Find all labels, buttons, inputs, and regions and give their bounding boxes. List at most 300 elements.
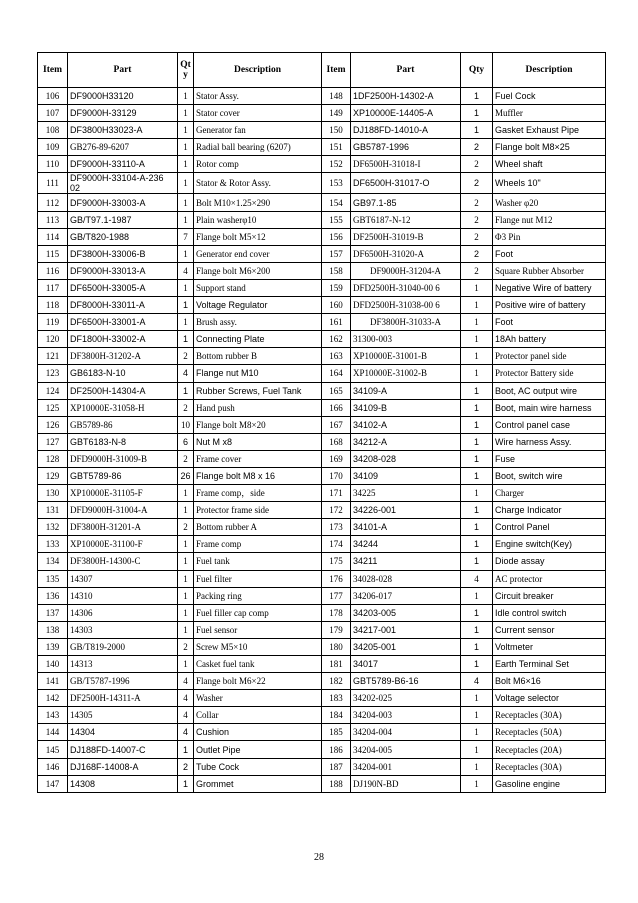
qty-cell: 1: [178, 604, 194, 621]
item-cell: 115: [38, 245, 68, 262]
item-cell: 133: [38, 536, 68, 553]
description-cell: Earth Terminal Set: [493, 656, 606, 673]
table-row: [38, 348, 606, 365]
qty-cell: 1: [461, 88, 493, 105]
part-cell: 34205-001: [351, 638, 461, 655]
table-row: [38, 587, 606, 604]
qty-cell: 2: [178, 758, 194, 775]
description-cell: Generator end cover: [194, 245, 322, 262]
qty-cell: 1: [178, 88, 194, 105]
item-cell: 158: [322, 262, 351, 279]
part-cell: GB/T5787-1996: [68, 673, 178, 690]
description-cell: Frame comp，side: [194, 485, 322, 502]
qty-cell: 1: [461, 656, 493, 673]
description-cell: Receptacles (30A): [493, 707, 606, 724]
item-cell: 141: [38, 673, 68, 690]
part-cell: 31300-003: [351, 331, 461, 348]
qty-cell: 1: [178, 775, 194, 792]
qty-cell: 2: [178, 450, 194, 467]
table-row: [38, 211, 606, 228]
description-cell: Outlet Pipe: [194, 741, 322, 758]
item-cell: 155: [322, 211, 351, 228]
qty-cell: 10: [178, 416, 194, 433]
part-cell: 34109: [351, 467, 461, 484]
part-cell: DF3800H-31201-A: [68, 519, 178, 536]
qty-cell: 2: [461, 211, 493, 228]
part-cell: DF2500H-14304-A: [68, 382, 178, 399]
item-cell: 128: [38, 450, 68, 467]
description-cell: Flange bolt M8×25: [493, 139, 606, 156]
table-row: [38, 673, 606, 690]
description-cell: Flange bolt M8×20: [194, 416, 322, 433]
description-cell: Fuel sensor: [194, 621, 322, 638]
table-row: [38, 297, 606, 314]
item-cell: 112: [38, 194, 68, 211]
part-cell: GBT5789-86: [68, 467, 178, 484]
part-cell: DJ190N-BD: [351, 775, 461, 792]
description-cell: Bottom rubber A: [194, 519, 322, 536]
table-row: [38, 758, 606, 775]
item-cell: 117: [38, 279, 68, 296]
qty-cell: 4: [461, 570, 493, 587]
part-cell: XP10000E-31100-F: [68, 536, 178, 553]
table-row: [38, 365, 606, 382]
item-cell: 167: [322, 416, 351, 433]
part-cell: DF3800H33023-A: [68, 122, 178, 139]
description-cell: Control Panel: [493, 519, 606, 536]
part-cell: 34204-001: [351, 758, 461, 775]
item-cell: 145: [38, 741, 68, 758]
description-cell: Fuel tank: [194, 553, 322, 570]
part-cell: 34202-025: [351, 690, 461, 707]
part-cell: GB5789-86: [68, 416, 178, 433]
part-cell: GB/T97.1-1987: [68, 211, 178, 228]
qty-cell: 1: [461, 331, 493, 348]
part-cell: DF6500H-31018-I: [351, 156, 461, 173]
description-cell: Idle control switch: [493, 604, 606, 621]
table-row: [38, 416, 606, 433]
qty-cell: 1: [178, 139, 194, 156]
part-cell: 14313: [68, 656, 178, 673]
description-cell: Flange bolt M6×22: [194, 673, 322, 690]
item-cell: 164: [322, 365, 351, 382]
item-cell: 143: [38, 707, 68, 724]
item-cell: 108: [38, 122, 68, 139]
item-cell: 110: [38, 156, 68, 173]
description-cell: Frame cover: [194, 450, 322, 467]
qty-cell: 1: [461, 105, 493, 122]
item-cell: 179: [322, 621, 351, 638]
description-cell: Voltmeter: [493, 638, 606, 655]
description-cell: Receptacles (20A): [493, 741, 606, 758]
header-description: Description: [493, 53, 606, 88]
qty-cell: 1: [178, 741, 194, 758]
description-cell: Φ3 Pin: [493, 228, 606, 245]
item-cell: 113: [38, 211, 68, 228]
qty-cell: 1: [461, 467, 493, 484]
qty-cell: 2: [178, 348, 194, 365]
header-description: Description: [194, 53, 322, 88]
part-cell: 34203-005: [351, 604, 461, 621]
part-cell: 34017: [351, 656, 461, 673]
qty-cell: 1: [178, 570, 194, 587]
qty-cell: 1: [461, 621, 493, 638]
item-cell: 181: [322, 656, 351, 673]
item-cell: 185: [322, 724, 351, 741]
qty-cell: 4: [178, 724, 194, 741]
qty-cell: 1: [461, 416, 493, 433]
qty-cell: 1: [461, 365, 493, 382]
item-cell: 157: [322, 245, 351, 262]
part-cell: 1DF2500H-14302-A: [351, 88, 461, 105]
table-row: [38, 467, 606, 484]
description-cell: Positive wire of battery: [493, 297, 606, 314]
qty-cell: 1: [461, 399, 493, 416]
description-cell: Protector Battery side: [493, 365, 606, 382]
item-cell: 135: [38, 570, 68, 587]
part-cell: 14305: [68, 707, 178, 724]
description-cell: Stator Assy.: [194, 88, 322, 105]
qty-cell: 1: [461, 314, 493, 331]
qty-cell: 1: [461, 519, 493, 536]
part-cell: 14308: [68, 775, 178, 792]
table-row: [38, 156, 606, 173]
table-row: [38, 228, 606, 245]
item-cell: 161: [322, 314, 351, 331]
qty-cell: 1: [461, 279, 493, 296]
item-cell: 124: [38, 382, 68, 399]
item-cell: 137: [38, 604, 68, 621]
part-cell: DF3800H-31033-A: [351, 314, 461, 331]
part-cell: GBT5789-B6-16: [351, 673, 461, 690]
item-cell: 121: [38, 348, 68, 365]
item-cell: 146: [38, 758, 68, 775]
part-cell: DF9000H-33129: [68, 105, 178, 122]
description-cell: Receptacles (30A): [493, 758, 606, 775]
item-cell: 171: [322, 485, 351, 502]
qty-cell: 1: [461, 604, 493, 621]
item-cell: 142: [38, 690, 68, 707]
description-cell: Flange bolt M8 x 16: [194, 467, 322, 484]
qty-cell: 7: [178, 228, 194, 245]
description-cell: Foot: [493, 245, 606, 262]
table-row: [38, 262, 606, 279]
table-row: [38, 707, 606, 724]
description-cell: Engine switch(Key): [493, 536, 606, 553]
part-cell: DF8000H-33011-A: [68, 297, 178, 314]
qty-cell: 1: [178, 211, 194, 228]
item-cell: 173: [322, 519, 351, 536]
description-cell: AC protector: [493, 570, 606, 587]
description-cell: Control panel case: [493, 416, 606, 433]
item-cell: 134: [38, 553, 68, 570]
qty-cell: 1: [178, 485, 194, 502]
header-item: Item: [38, 53, 68, 88]
qty-cell: 1: [461, 690, 493, 707]
table-row: [38, 88, 606, 105]
part-cell: XP10000E-31058-H: [68, 399, 178, 416]
header-qty: Qty: [178, 53, 194, 88]
table-row: [38, 450, 606, 467]
qty-cell: 1: [461, 741, 493, 758]
item-cell: 111: [38, 173, 68, 194]
qty-cell: 1: [178, 656, 194, 673]
description-cell: Flange nut M10: [194, 365, 322, 382]
item-cell: 176: [322, 570, 351, 587]
description-cell: Generator fan: [194, 122, 322, 139]
part-cell: 34101-A: [351, 519, 461, 536]
qty-cell: 1: [178, 621, 194, 638]
table-row: [38, 638, 606, 655]
item-cell: 178: [322, 604, 351, 621]
description-cell: Brush assy.: [194, 314, 322, 331]
table-row: [38, 245, 606, 262]
part-cell: DF6500H-33005-A: [68, 279, 178, 296]
table-row: [38, 173, 606, 194]
description-cell: Wheel shaft: [493, 156, 606, 173]
item-cell: 172: [322, 502, 351, 519]
description-cell: Current sensor: [493, 621, 606, 638]
item-cell: 187: [322, 758, 351, 775]
item-cell: 162: [322, 331, 351, 348]
description-cell: Hand push: [194, 399, 322, 416]
part-cell: XP10000E-14405-A: [351, 105, 461, 122]
description-cell: Receptacles (50A): [493, 724, 606, 741]
description-cell: Boot, main wire harness: [493, 399, 606, 416]
part-cell: 14303: [68, 621, 178, 638]
qty-cell: 2: [461, 245, 493, 262]
description-cell: Fuel filler cap comp: [194, 604, 322, 621]
item-cell: 151: [322, 139, 351, 156]
table-row: [38, 553, 606, 570]
qty-cell: 2: [178, 638, 194, 655]
item-cell: 184: [322, 707, 351, 724]
table-row: [38, 519, 606, 536]
part-cell: 14306: [68, 604, 178, 621]
description-cell: Cushion: [194, 724, 322, 741]
description-cell: Wheels 10": [493, 173, 606, 194]
part-cell: GB/T819-2000: [68, 638, 178, 655]
item-cell: 147: [38, 775, 68, 792]
part-cell: 34109-B: [351, 399, 461, 416]
item-cell: 109: [38, 139, 68, 156]
item-cell: 180: [322, 638, 351, 655]
table-body: [38, 88, 606, 793]
item-cell: 130: [38, 485, 68, 502]
part-cell: DF6500H-31020-A: [351, 245, 461, 262]
qty-cell: 1: [178, 382, 194, 399]
qty-cell: 1: [461, 348, 493, 365]
table-row: [38, 314, 606, 331]
table-row: [38, 724, 606, 741]
description-cell: Circuit breaker: [493, 587, 606, 604]
item-cell: 159: [322, 279, 351, 296]
part-cell: DF2500H-14311-A: [68, 690, 178, 707]
qty-cell: 4: [178, 707, 194, 724]
qty-cell: 4: [178, 262, 194, 279]
item-cell: 127: [38, 433, 68, 450]
part-cell: DF9000H-33110-A: [68, 156, 178, 173]
qty-cell: 1: [178, 122, 194, 139]
item-cell: 114: [38, 228, 68, 245]
description-cell: Frame comp: [194, 536, 322, 553]
description-cell: Fuel Cock: [493, 88, 606, 105]
item-cell: 160: [322, 297, 351, 314]
description-cell: Muffler: [493, 105, 606, 122]
item-cell: 140: [38, 656, 68, 673]
qty-cell: 4: [461, 673, 493, 690]
part-cell: GBT6187-N-12: [351, 211, 461, 228]
qty-cell: 2: [461, 194, 493, 211]
part-cell: 34204-003: [351, 707, 461, 724]
table-row: [38, 690, 606, 707]
part-cell: DJ168F-14008-A: [68, 758, 178, 775]
table-row: [38, 502, 606, 519]
part-cell: 34217-001: [351, 621, 461, 638]
description-cell: Bolt M6×16: [493, 673, 606, 690]
qty-cell: 1: [461, 536, 493, 553]
item-cell: 165: [322, 382, 351, 399]
part-cell: GB6183-N-10: [68, 365, 178, 382]
item-cell: 188: [322, 775, 351, 792]
part-cell: DFD2500H-31040-00 6: [351, 279, 461, 296]
table-row: [38, 399, 606, 416]
item-cell: 106: [38, 88, 68, 105]
table-row: [38, 604, 606, 621]
item-cell: 163: [322, 348, 351, 365]
qty-cell: 2: [461, 262, 493, 279]
item-cell: 175: [322, 553, 351, 570]
item-cell: 149: [322, 105, 351, 122]
description-cell: Negative Wire of battery: [493, 279, 606, 296]
description-cell: Boot, AC output wire: [493, 382, 606, 399]
table-row: [38, 194, 606, 211]
table-header-row: [38, 53, 606, 88]
qty-cell: 1: [178, 314, 194, 331]
qty-cell: 1: [178, 173, 194, 194]
item-cell: 186: [322, 741, 351, 758]
qty-cell: 1: [461, 758, 493, 775]
part-cell: 34028-028: [351, 570, 461, 587]
qty-cell: 1: [461, 450, 493, 467]
description-cell: 18Ah battery: [493, 331, 606, 348]
description-cell: Fuel filter: [194, 570, 322, 587]
table-row: [38, 775, 606, 792]
item-cell: 132: [38, 519, 68, 536]
item-cell: 119: [38, 314, 68, 331]
qty-cell: 4: [178, 365, 194, 382]
description-cell: Stator & Rotor Assy.: [194, 173, 322, 194]
part-cell: 34109-A: [351, 382, 461, 399]
description-cell: Flange bolt M6×200: [194, 262, 322, 279]
qty-cell: 1: [461, 587, 493, 604]
description-cell: Screw M5×10: [194, 638, 322, 655]
header-part: Part: [351, 53, 461, 88]
item-cell: 153: [322, 173, 351, 194]
part-cell: DF2500H-31019-B: [351, 228, 461, 245]
qty-cell: 1: [178, 536, 194, 553]
item-cell: 168: [322, 433, 351, 450]
qty-cell: 2: [461, 228, 493, 245]
item-cell: 177: [322, 587, 351, 604]
part-cell: DF6500H-33001-A: [68, 314, 178, 331]
qty-cell: 4: [178, 673, 194, 690]
description-cell: Nut M x8: [194, 433, 322, 450]
part-cell: DF9000H-33013-A: [68, 262, 178, 279]
item-cell: 148: [322, 88, 351, 105]
qty-cell: 2: [461, 156, 493, 173]
item-cell: 123: [38, 365, 68, 382]
description-cell: Rubber Screws, Fuel Tank: [194, 382, 322, 399]
description-cell: Casket fuel tank: [194, 656, 322, 673]
part-cell: DF9000H33120: [68, 88, 178, 105]
part-cell: DF3800H-33006-B: [68, 245, 178, 262]
part-cell: 14310: [68, 587, 178, 604]
page-number: 28: [314, 852, 324, 863]
part-cell: 34244: [351, 536, 461, 553]
item-cell: 125: [38, 399, 68, 416]
description-cell: Voltage Regulator: [194, 297, 322, 314]
part-cell: DJ188FD-14010-A: [351, 122, 461, 139]
description-cell: Voltage selector: [493, 690, 606, 707]
description-cell: Charge Indicator: [493, 502, 606, 519]
header-item: Item: [322, 53, 351, 88]
part-cell: 14307: [68, 570, 178, 587]
item-cell: 116: [38, 262, 68, 279]
description-cell: Collar: [194, 707, 322, 724]
description-cell: Support stand: [194, 279, 322, 296]
qty-cell: 4: [178, 690, 194, 707]
description-cell: Radial ball bearing (6207): [194, 139, 322, 156]
part-cell: 34208-028: [351, 450, 461, 467]
item-cell: 131: [38, 502, 68, 519]
part-cell: 34204-005: [351, 741, 461, 758]
description-cell: Foot: [493, 314, 606, 331]
part-cell: DFD9000H-31009-B: [68, 450, 178, 467]
qty-cell: 1: [178, 502, 194, 519]
item-cell: 144: [38, 724, 68, 741]
qty-cell: 1: [178, 553, 194, 570]
part-cell: 34206-017: [351, 587, 461, 604]
qty-cell: 1: [178, 279, 194, 296]
part-cell: DF3800H-31202-A: [68, 348, 178, 365]
qty-cell: 1: [178, 297, 194, 314]
description-cell: Rotor comp: [194, 156, 322, 173]
part-cell: GB/T820-1988: [68, 228, 178, 245]
qty-cell: 1: [178, 156, 194, 173]
description-cell: Gasoline engine: [493, 775, 606, 792]
description-cell: Packing ring: [194, 587, 322, 604]
description-cell: Bolt M10×1.25×290: [194, 194, 322, 211]
table-row: [38, 485, 606, 502]
qty-cell: 1: [461, 553, 493, 570]
table-row: [38, 105, 606, 122]
table-row: [38, 536, 606, 553]
part-cell: DF1800H-33002-A: [68, 331, 178, 348]
description-cell: Grommet: [194, 775, 322, 792]
qty-cell: 1: [178, 245, 194, 262]
qty-cell: 1: [461, 775, 493, 792]
part-cell: XP10000E-31105-F: [68, 485, 178, 502]
part-cell: DF9000H-31204-A: [351, 262, 461, 279]
description-cell: Washer: [194, 690, 322, 707]
part-cell: 34211: [351, 553, 461, 570]
item-cell: 126: [38, 416, 68, 433]
description-cell: Wire harness Assy.: [493, 433, 606, 450]
qty-cell: 2: [178, 519, 194, 536]
part-cell: 34212-A: [351, 433, 461, 450]
qty-cell: 1: [461, 382, 493, 399]
